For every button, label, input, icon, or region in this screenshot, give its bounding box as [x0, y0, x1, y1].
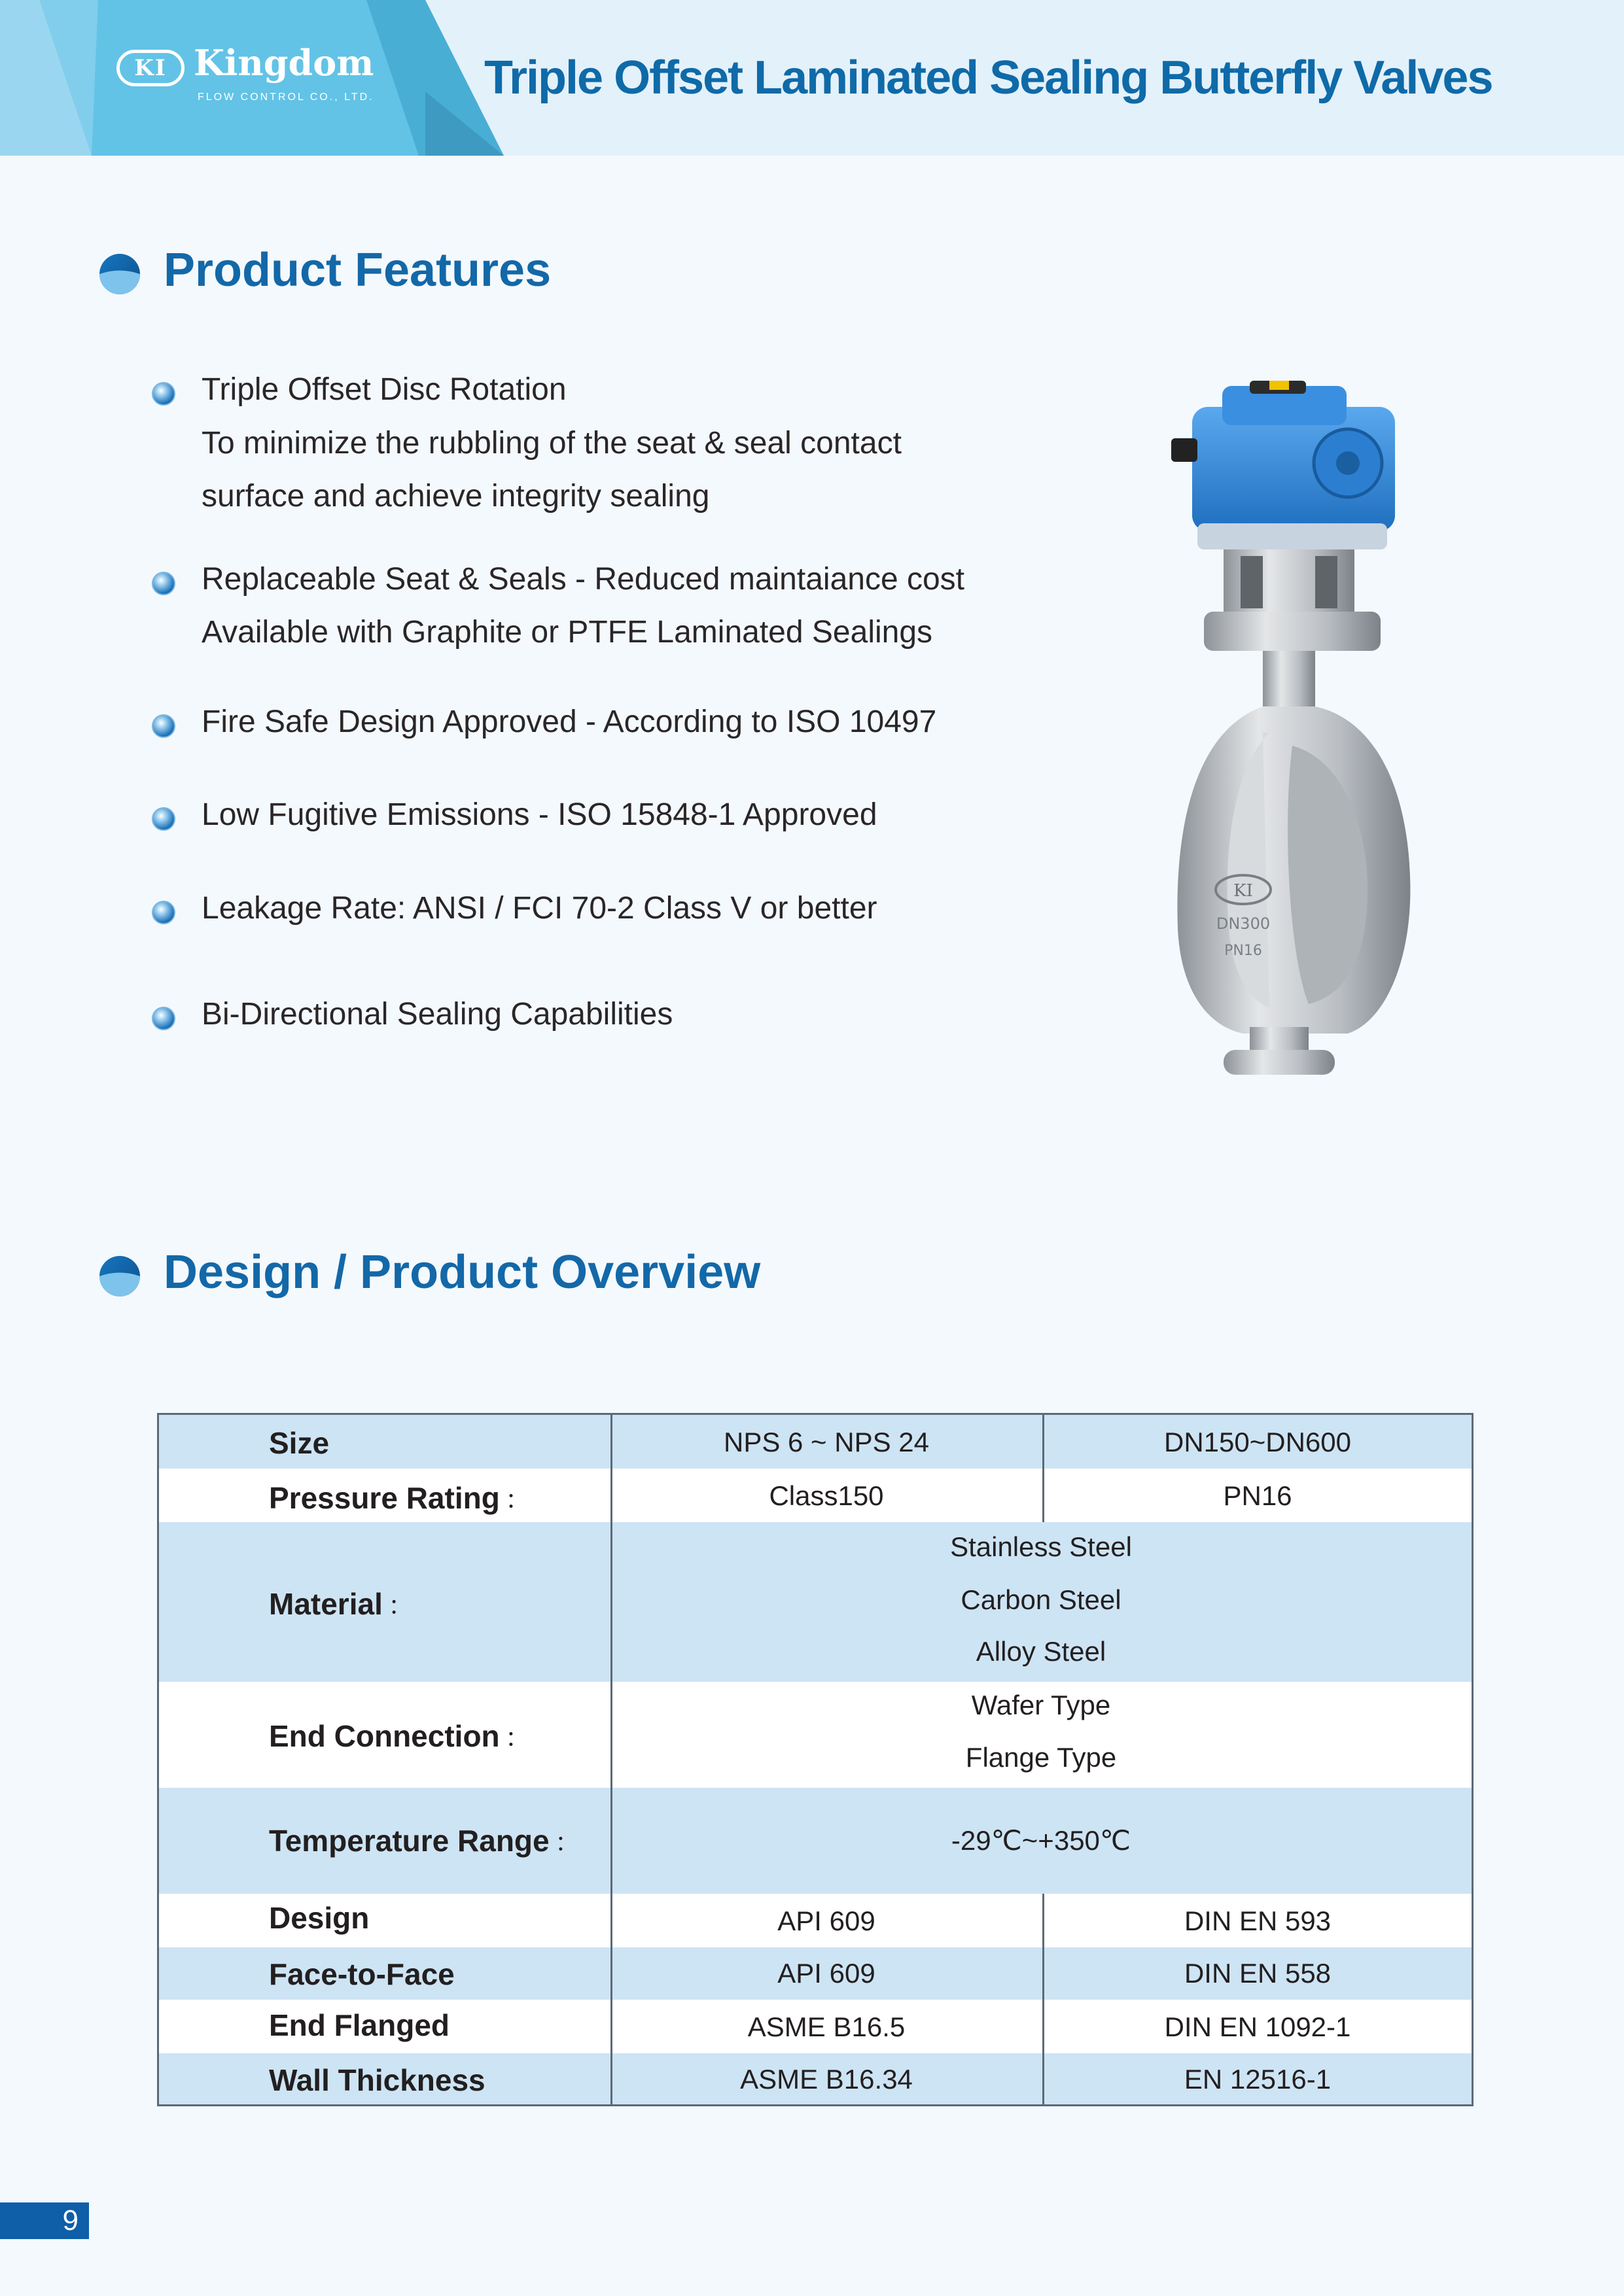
- body-marking-size: DN300: [1216, 914, 1271, 933]
- table-row: [159, 1469, 1472, 1522]
- page-number: 9: [0, 2202, 89, 2239]
- feature-line: Available with Graphite or PTFE Laminated Sealings: [202, 615, 933, 650]
- logo-badge: KI: [116, 50, 185, 86]
- cell-value: Alloy Steel: [976, 1636, 1106, 1667]
- logo-name: Kingdom: [194, 42, 374, 84]
- cell-value: DIN EN 1092-1: [1164, 2011, 1351, 2042]
- row-label: Temperature Range ：: [269, 1824, 581, 1858]
- table-row: [159, 1415, 1472, 1469]
- feature-bullet-icon: [152, 382, 175, 406]
- feature-line: Replaceable Seat & Seals - Reduced maintaiance cost: [202, 562, 965, 597]
- cell-value: -29℃~+350℃: [951, 1825, 1131, 1856]
- section-title-text: Design / Product Overview: [164, 1246, 761, 1298]
- row-label: Pressure Rating ：: [269, 1481, 531, 1515]
- body-marking-logo: KI: [1233, 881, 1253, 901]
- feature-line: Fire Safe Design Approved - According to ISO 10497: [202, 704, 937, 739]
- feature-line: Bi-Directional Sealing Capabilities: [202, 997, 673, 1032]
- cell-value: EN 12516-1: [1184, 2064, 1332, 2095]
- cell-value: DN150~DN600: [1163, 1427, 1351, 1457]
- cell-value: API 609: [777, 1905, 875, 1936]
- page-header: [0, 0, 1624, 156]
- table-row: [159, 2053, 1472, 2104]
- feature-bullet-icon: [152, 714, 175, 738]
- cell-value: ASME B16.5: [747, 2011, 906, 2042]
- row-label: Wall Thickness: [269, 2063, 485, 2097]
- feature-bullet-icon: [152, 901, 175, 924]
- section-title-text: Product Features: [164, 244, 552, 296]
- row-label: Size: [269, 1426, 330, 1460]
- cell-value: Carbon Steel: [961, 1584, 1121, 1615]
- table-row: [159, 1682, 1472, 1788]
- row-label: End Flanged: [269, 2008, 450, 2042]
- body-marking-pressure: PN16: [1224, 943, 1262, 959]
- feature-line: Triple Offset Disc Rotation: [202, 372, 567, 407]
- cell-value: Stainless Steel: [950, 1531, 1132, 1562]
- table-row: [159, 2000, 1472, 2053]
- table-row: [159, 1894, 1472, 1947]
- feature-line: Leakage Rate: ANSI / FCI 70-2 Class V or better: [202, 891, 877, 926]
- feature-bullet-icon: [152, 1007, 175, 1030]
- feature-line: To minimize the rubbling of the seat & seal contact: [202, 426, 902, 461]
- feature-line: Low Fugitive Emissions - ISO 15848-1 Approved: [202, 797, 877, 832]
- spec-table: [157, 1413, 1474, 2106]
- cell-value: Class150: [769, 1480, 884, 1511]
- cell-value: Flange Type: [965, 1742, 1117, 1773]
- table-row: [159, 1947, 1472, 2000]
- page-title: Triple Offset Laminated Sealing Butterfly Valves: [484, 52, 1492, 104]
- cell-value: Wafer Type: [971, 1690, 1111, 1720]
- row-label: Face-to-Face: [269, 1957, 455, 1991]
- row-label: End Connection ：: [269, 1719, 531, 1753]
- row-label: Design: [269, 1901, 370, 1935]
- row-label: Material ：: [269, 1587, 414, 1621]
- table-row: [159, 1522, 1472, 1682]
- feature-bullet-icon: [152, 572, 175, 595]
- cell-value: DIN EN 593: [1184, 1905, 1332, 1936]
- logo-subtitle: FLOW CONTROL CO., LTD.: [198, 92, 374, 103]
- feature-bullet-icon: [152, 807, 175, 831]
- cell-value: NPS 6 ~ NPS 24: [724, 1427, 929, 1457]
- table-row: [159, 1788, 1472, 1894]
- cell-value: PN16: [1223, 1480, 1292, 1511]
- table-divider: [1042, 1415, 1044, 1522]
- section-bullet-icon: [98, 252, 141, 296]
- section-bullet-icon: [98, 1255, 141, 1298]
- table-divider: [1042, 1894, 1044, 2104]
- table-divider: [610, 1415, 612, 2104]
- cell-value: DIN EN 558: [1184, 1958, 1332, 1989]
- cell-value: API 609: [777, 1958, 875, 1989]
- feature-line: surface and achieve integrity sealing: [202, 479, 710, 513]
- cell-value: ASME B16.34: [740, 2064, 913, 2095]
- butterfly-valve-icon: [1152, 366, 1446, 1086]
